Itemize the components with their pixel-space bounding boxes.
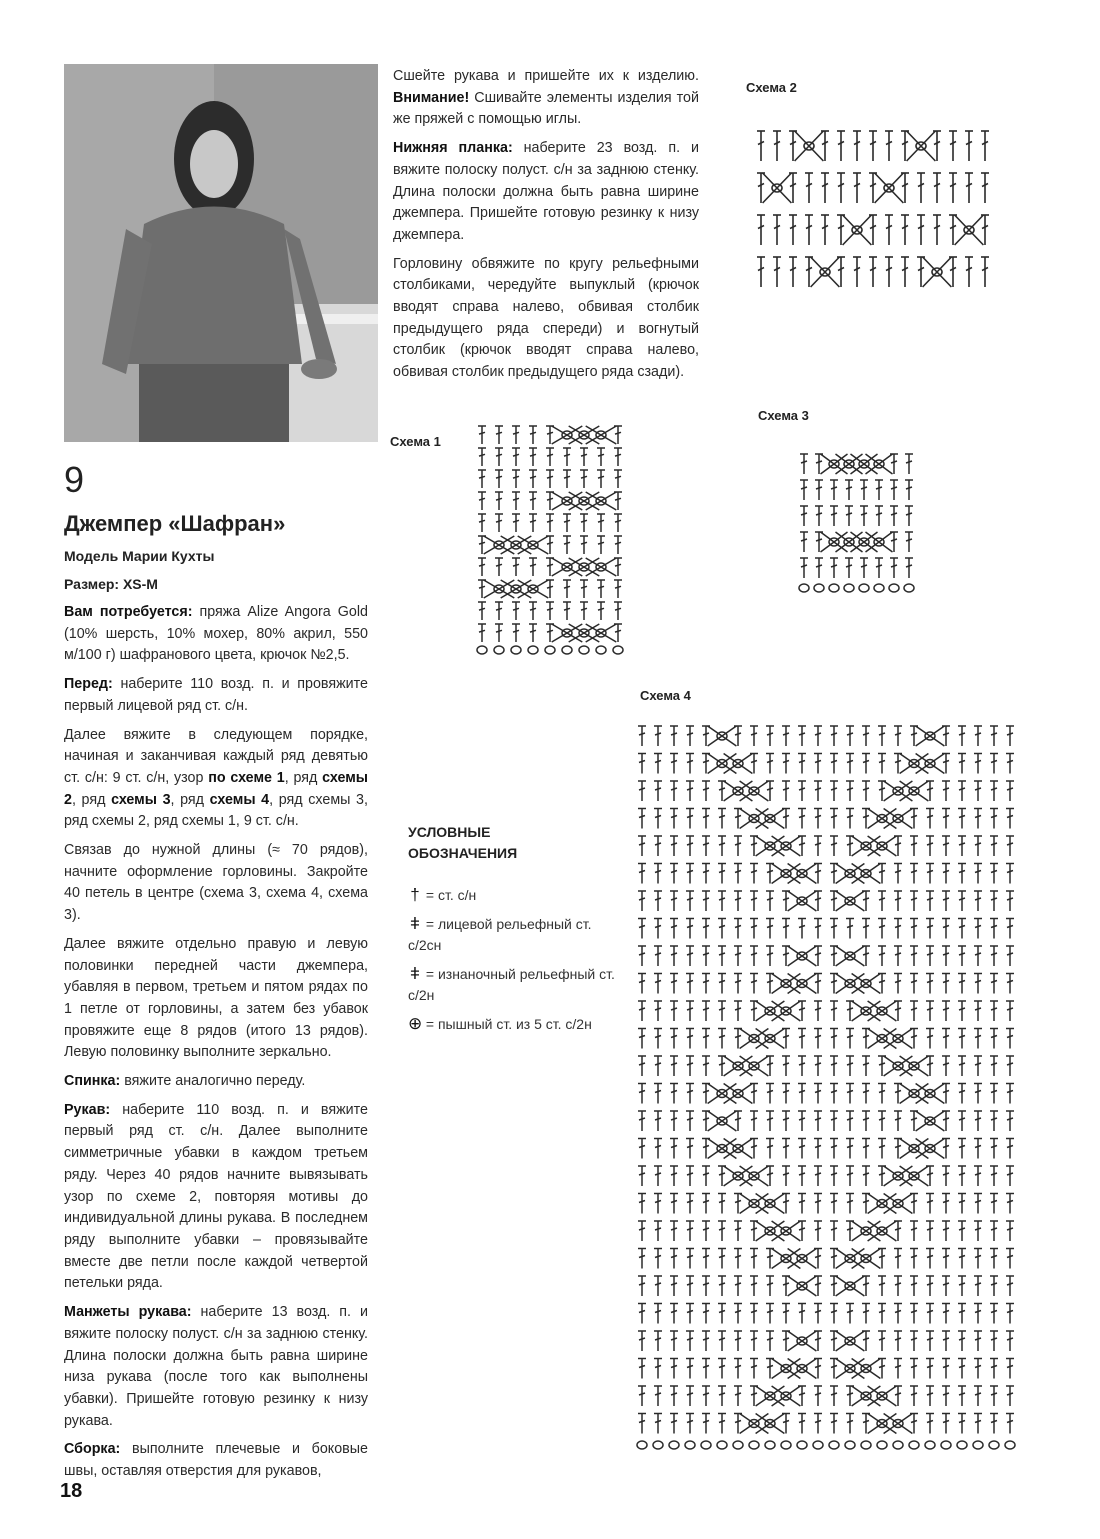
order-paragraph: Далее вяжите в следующем порядке, начиная и заканчивая каждый ряд девятью ст. с/н: 9 ст. с/н, узор по схеме 1, ряд схемы 2, ряд схемы 3, ряд схемы 4, ряд схемы 3, ряд схемы 2, ряд схемы 1, 9 ст. с/н. xyxy=(64,726,369,830)
legend-title: УСЛОВНЫЕ ОБОЗНАЧЕНИЯ xyxy=(408,824,518,861)
double-crochet-icon: † xyxy=(410,885,420,904)
legend-item-puff: ⊕ = пышный ст. из 5 ст. с/2н xyxy=(408,1014,592,1033)
neck-edging-paragraph: Горловину обвяжите по кругу рельефными столбиками, чередуйте выпуклый (крючок вводят справа налево, обвивая столбик предыдущего ряда спереди) и вогнутый столбик (крючок вводят справа налево, обвивая столбик предыдущего ряда сзади). xyxy=(393,255,699,381)
schema-3-label: Схема 3 xyxy=(758,408,809,423)
sleeves-sewing-paragraph: Сшейте рукава и пришейте их к изделию. Внимание! Сшивайте элементы изделия той же пряжей с помощью иглы. xyxy=(393,68,699,128)
bottom-band-paragraph: Нижняя планка: наберите 23 возд. п. и вяжите полоску полуст. с/н за заднюю стенку. Длина полоски должна быть равна ширине джемпера. Пришейте готовую резинку к низу джемпера. xyxy=(393,140,699,243)
pattern-number: 9 xyxy=(64,459,85,500)
schema-4-diagram xyxy=(636,722,1024,1457)
schema-2-label: Схема 2 xyxy=(746,80,797,95)
halves-paragraph: Далее вяжите отдельно правую и левую половинки передней части джемпера, убавляя в первом, третьем и пятом рядах по 1 петле от горловины, а затем без убавок провяжите еще 8 рядов (итого 13 рядов). Левую половинку выполните зеркально. xyxy=(64,935,368,1061)
back-paragraph: Спинка: вяжите аналогично переду. xyxy=(64,1073,306,1090)
sleeve-paragraph: Рукав: наберите 110 возд. п. и вяжите первый ряд ст. с/н. Далее выполните симметричные убавки в каждом третьем ряду. Через 40 рядов начните вывязывать узор по схеме 2, повторяя мотивы до индивидуальной длины рукава. В последнем ряду выполните убавки – провязывайте вместе две петли после каждой четвертой петельки ряда. xyxy=(64,1101,368,1292)
schema-1-diagram xyxy=(474,422,632,660)
front-paragraph: Перед: наберите 110 возд. п. и провяжите первый лицевой ряд ст. с/н. xyxy=(64,676,368,714)
neckline-paragraph: Связав до нужной длины (≈ 70 рядов), начните оформление горловины. Закройте 40 петель в центре (схема 3, схема 4, схема 3). xyxy=(64,842,368,924)
schema-4-label: Схема 4 xyxy=(640,688,691,703)
schema-2-diagram xyxy=(755,125,1000,295)
model-author: Модель Марии Кухты xyxy=(64,548,215,564)
front-post-stitch-icon: ǂ xyxy=(410,914,420,933)
size-line: Размер: XS-M xyxy=(64,576,158,592)
legend-item-front-post: ǂ = лицевой рельефный ст. с/2сн xyxy=(408,914,592,953)
materials-paragraph: Вам потребуется: пряжа Alize Angora Gold (10% шерсть, 10% мохер, 80% акрил, 550 м/100 г) шафранового цвета, крючок №2,5. xyxy=(64,604,368,664)
legend xyxy=(408,884,618,1042)
assembly-paragraph: Сборка: выполните плечевые и боковые швы, оставляя отверстия для рукавов, xyxy=(64,1441,368,1480)
legend-item-back-post: ǂ = изнаночный рельефный ст. с/2н xyxy=(408,964,615,1003)
legend-item-dc: † = ст. с/н xyxy=(408,884,618,906)
page-number: 18 xyxy=(60,1480,83,1502)
puff-stitch-icon: ⊕ xyxy=(408,1014,423,1033)
instructions-middle-column xyxy=(393,66,699,391)
back-post-stitch-icon: ǂ xyxy=(410,964,420,983)
model-photo xyxy=(64,64,378,442)
instructions-left-column xyxy=(64,602,368,1490)
cuffs-paragraph: Манжеты рукава: наберите 13 возд. п. и вяжите полоску полуст. с/н за заднюю стенку. Длина полоски должна быть равна ширине низа рукава (после того как выполнены убавки). Пришейте готовую резинку к низу рукава. xyxy=(64,1304,368,1429)
schema-1-label: Схема 1 xyxy=(390,434,441,449)
schema-3-diagram xyxy=(798,450,922,610)
pattern-title: Джемпер «Шафран» xyxy=(64,511,286,536)
